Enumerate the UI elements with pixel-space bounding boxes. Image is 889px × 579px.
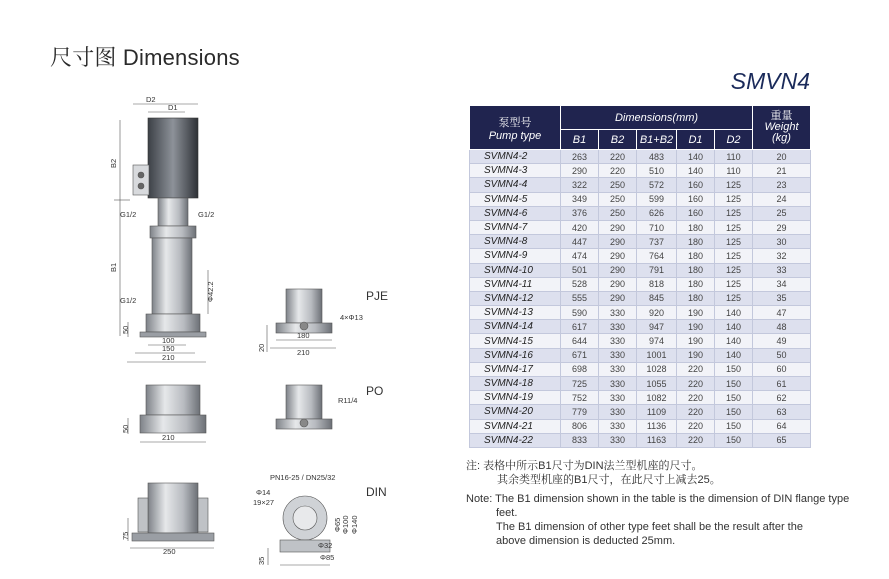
table-cell: 125 <box>715 263 753 277</box>
pump-model-cell: SVMN4-9 <box>470 249 561 263</box>
label-r114: R11/4 <box>338 396 358 405</box>
table-cell: 420 <box>561 220 599 234</box>
table-cell: 290 <box>599 277 637 291</box>
table-cell: 150 <box>715 391 753 405</box>
table-cell: 330 <box>599 306 637 320</box>
table-row <box>470 362 811 376</box>
table-cell: 29 <box>753 220 811 234</box>
table-cell: 528 <box>561 277 599 291</box>
table-cell: 474 <box>561 249 599 263</box>
table-cell: 330 <box>599 433 637 447</box>
pump-model-cell: SVMN4-8 <box>470 235 561 249</box>
table-cell: 33 <box>753 263 811 277</box>
label-180: 180 <box>297 331 310 340</box>
label-slot: 19×27 <box>253 498 275 507</box>
table-cell: 25 <box>753 206 811 220</box>
table-cell: 48 <box>753 320 811 334</box>
label-b2: B2 <box>109 158 118 168</box>
table-cell: 140 <box>677 164 715 178</box>
table-cell: 125 <box>715 291 753 305</box>
table-cell: 150 <box>715 362 753 376</box>
table-cell: 330 <box>599 377 637 391</box>
pump-model-cell: SVMN4-13 <box>470 306 561 320</box>
table-row <box>470 263 811 277</box>
table-cell: 250 <box>599 178 637 192</box>
table-cell: 50 <box>753 348 811 362</box>
table-cell: 20 <box>753 150 811 164</box>
table-cell: 62 <box>753 391 811 405</box>
table-cell: 150 <box>715 405 753 419</box>
table-cell: 125 <box>715 277 753 291</box>
header-pump-type: 泵型号 Pump type <box>470 106 561 150</box>
pump-model-cell: SVMN4-18 <box>470 377 561 391</box>
table-cell: 110 <box>715 164 753 178</box>
table-cell: 1082 <box>637 391 677 405</box>
table-cell: 330 <box>599 405 637 419</box>
table-cell: 818 <box>637 277 677 291</box>
table-cell: 60 <box>753 362 811 376</box>
table-cell: 290 <box>561 164 599 178</box>
table-cell: 180 <box>677 220 715 234</box>
table-cell: 845 <box>637 291 677 305</box>
table-cell: 250 <box>599 192 637 206</box>
label-50a: 50 <box>121 325 130 334</box>
label-phi32: Φ32 <box>318 541 333 550</box>
table-cell: 599 <box>637 192 677 206</box>
table-cell: 644 <box>561 334 599 348</box>
table-cell: 263 <box>561 150 599 164</box>
table-row <box>470 291 811 305</box>
terminal-box <box>133 165 149 195</box>
table-cell: 220 <box>677 405 715 419</box>
table-cell: 180 <box>677 263 715 277</box>
label-210a: 210 <box>162 353 175 362</box>
table-cell: 290 <box>599 291 637 305</box>
table-cell: 190 <box>677 320 715 334</box>
table-row <box>470 249 811 263</box>
table-cell: 220 <box>677 391 715 405</box>
table-cell: 617 <box>561 320 599 334</box>
table-cell: 160 <box>677 178 715 192</box>
table-cell: 220 <box>599 150 637 164</box>
pump-model-cell: SVMN4-7 <box>470 220 561 234</box>
table-cell: 63 <box>753 405 811 419</box>
table-cell: 180 <box>677 235 715 249</box>
label-d1: D1 <box>168 103 178 112</box>
pump-model-cell: SVMN4-5 <box>470 192 561 206</box>
table-cell: 1055 <box>637 377 677 391</box>
coupling-housing <box>158 198 188 226</box>
table-cell: 110 <box>715 150 753 164</box>
table-cell: 330 <box>599 320 637 334</box>
table-cell: 125 <box>715 192 753 206</box>
table-cell: 65 <box>753 433 811 447</box>
note-en-1: Note: The B1 dimension shown in the table is the dimension of DIN flange type feet. <box>466 493 850 519</box>
table-row <box>470 164 811 178</box>
table-row <box>470 391 811 405</box>
label-g3: G1/2 <box>120 296 137 305</box>
label-pje: PJE <box>366 289 389 303</box>
dimensions-table <box>469 105 811 448</box>
label-phi14: Φ14 <box>256 488 271 497</box>
table-row <box>470 433 811 447</box>
table-cell: 290 <box>599 263 637 277</box>
pump-model-cell: SVMN4-11 <box>470 277 561 291</box>
label-phi140: Φ140 <box>350 515 359 534</box>
table-cell: 806 <box>561 419 599 433</box>
table-cell: 330 <box>599 419 637 433</box>
table-cell: 32 <box>753 249 811 263</box>
table-cell: 1163 <box>637 433 677 447</box>
table-cell: 220 <box>599 164 637 178</box>
table-cell: 220 <box>677 362 715 376</box>
table-row <box>470 306 811 320</box>
table-cell: 220 <box>677 433 715 447</box>
table-cell: 322 <box>561 178 599 192</box>
table-cell: 698 <box>561 362 599 376</box>
label-210b: 210 <box>297 348 310 357</box>
table-cell: 150 <box>715 377 753 391</box>
model-name: SMVN4 <box>730 68 810 94</box>
table-cell: 779 <box>561 405 599 419</box>
table-cell: 61 <box>753 377 811 391</box>
pump-model-cell: SVMN4-22 <box>470 433 561 447</box>
table-cell: 180 <box>677 277 715 291</box>
label-250: 250 <box>163 547 176 556</box>
table-cell: 160 <box>677 206 715 220</box>
pump-model-cell: SVMN4-10 <box>470 263 561 277</box>
table-cell: 23 <box>753 178 811 192</box>
label-35: 35 <box>257 556 266 565</box>
table-cell: 791 <box>637 263 677 277</box>
note-zh-1: 注: 表格中所示B1尺寸为DIN法兰型机座的尺寸。 <box>466 460 703 472</box>
motor-body <box>148 118 198 198</box>
table-row <box>470 192 811 206</box>
table-cell: 125 <box>715 249 753 263</box>
table-cell: 220 <box>677 419 715 433</box>
pump-model-cell: SVMN4-6 <box>470 206 561 220</box>
table-cell: 140 <box>715 320 753 334</box>
table-cell: 160 <box>677 192 715 206</box>
header-weight: 重量 Weight (kg) <box>753 106 811 150</box>
table-cell: 180 <box>677 249 715 263</box>
table-cell: 626 <box>637 206 677 220</box>
table-cell: 290 <box>599 235 637 249</box>
table-cell: 150 <box>715 419 753 433</box>
pump-model-cell: SVMN4-16 <box>470 348 561 362</box>
label-din: DIN <box>366 485 387 499</box>
table-cell: 190 <box>677 306 715 320</box>
table-cell: 501 <box>561 263 599 277</box>
table-cell: 125 <box>715 178 753 192</box>
table-cell: 752 <box>561 391 599 405</box>
table-cell: 190 <box>677 334 715 348</box>
po-pump <box>286 385 322 419</box>
table-cell: 140 <box>715 348 753 362</box>
table-cell: 737 <box>637 235 677 249</box>
label-phi65: Φ65 <box>333 517 342 532</box>
pump-model-cell: SVMN4-12 <box>470 291 561 305</box>
table-cell: 920 <box>637 306 677 320</box>
label-phi85: Φ85 <box>320 553 335 562</box>
table-cell: 190 <box>677 348 715 362</box>
pump-model-cell: SVMN4-3 <box>470 164 561 178</box>
table-cell: 140 <box>715 334 753 348</box>
table-cell: 330 <box>599 362 637 376</box>
label-20: 20 <box>257 343 266 352</box>
notes <box>466 459 856 548</box>
pump-model-cell: SVMN4-15 <box>470 334 561 348</box>
table-row <box>470 206 811 220</box>
table-cell: 349 <box>561 192 599 206</box>
table-cell: 250 <box>599 206 637 220</box>
label-holes: 4×Φ13 <box>340 313 363 322</box>
note-en-2: The B1 dimension of other type feet shall be the result after the above dimension is deducted 25mm. <box>496 521 803 547</box>
table-row <box>470 419 811 433</box>
table-cell: 974 <box>637 334 677 348</box>
label-g1: G1/2 <box>120 210 137 219</box>
label-g2: G1/2 <box>198 210 215 219</box>
label-po: PO <box>366 384 384 398</box>
table-cell: 1001 <box>637 348 677 362</box>
table-cell: 140 <box>677 150 715 164</box>
label-100: 100 <box>162 336 175 345</box>
table-cell: 24 <box>753 192 811 206</box>
table-cell: 947 <box>637 320 677 334</box>
table-cell: 21 <box>753 164 811 178</box>
table-cell: 125 <box>715 206 753 220</box>
din-side-view <box>148 483 198 533</box>
pump-model-cell: SVMN4-4 <box>470 178 561 192</box>
table-cell: 290 <box>599 249 637 263</box>
label-150: 150 <box>162 344 175 353</box>
table-cell: 510 <box>637 164 677 178</box>
table-cell: 49 <box>753 334 811 348</box>
pump-model-cell: SVMN4-17 <box>470 362 561 376</box>
table-row <box>470 150 811 164</box>
table-cell: 64 <box>753 419 811 433</box>
label-210c: 210 <box>162 433 175 442</box>
col-d1: D1 <box>677 130 715 150</box>
table-cell: 590 <box>561 306 599 320</box>
label-phi42: Φ42.2 <box>206 281 215 302</box>
note-zh-2: 其余类型机座的B1尺寸，在此尺寸上减去25。 <box>497 474 721 486</box>
col-b1b2: B1+B2 <box>637 130 677 150</box>
table-cell: 125 <box>715 235 753 249</box>
table-cell: 1109 <box>637 405 677 419</box>
header-dimensions: Dimensions(mm) <box>561 106 753 130</box>
table-row <box>470 377 811 391</box>
table-cell: 30 <box>753 235 811 249</box>
table-cell: 572 <box>637 178 677 192</box>
label-b1: B1 <box>109 262 118 272</box>
col-d2: D2 <box>715 130 753 150</box>
pump-model-cell: SVMN4-2 <box>470 150 561 164</box>
table-cell: 330 <box>599 391 637 405</box>
table-cell: 710 <box>637 220 677 234</box>
po-side-view <box>146 385 200 415</box>
table-row <box>470 334 811 348</box>
pump-stack <box>152 238 192 314</box>
table-cell: 725 <box>561 377 599 391</box>
table-cell: 555 <box>561 291 599 305</box>
label-75: 75 <box>121 531 130 540</box>
table-cell: 447 <box>561 235 599 249</box>
table-cell: 125 <box>715 220 753 234</box>
pje-pump <box>286 289 322 323</box>
table-cell: 140 <box>715 306 753 320</box>
table-cell: 330 <box>599 348 637 362</box>
table-cell: 1028 <box>637 362 677 376</box>
table-row <box>470 178 811 192</box>
pump-model-cell: SVMN4-20 <box>470 405 561 419</box>
page-title: 尺寸图 Dimensions <box>50 45 240 70</box>
label-50b: 50 <box>121 424 130 433</box>
table-cell: 376 <box>561 206 599 220</box>
col-b1: B1 <box>561 130 599 150</box>
label-phi100: Φ100 <box>341 515 350 534</box>
table-row <box>470 405 811 419</box>
table-cell: 47 <box>753 306 811 320</box>
label-pn: PN16-25 / DN25/32 <box>270 473 336 482</box>
table-cell: 330 <box>599 334 637 348</box>
table-cell: 180 <box>677 291 715 305</box>
table-cell: 764 <box>637 249 677 263</box>
table-cell: 833 <box>561 433 599 447</box>
table-cell: 671 <box>561 348 599 362</box>
table-cell: 220 <box>677 377 715 391</box>
table-row <box>470 235 811 249</box>
pump-model-cell: SVMN4-21 <box>470 419 561 433</box>
table-cell: 483 <box>637 150 677 164</box>
pump-model-cell: SVMN4-19 <box>470 391 561 405</box>
table-cell: 1136 <box>637 419 677 433</box>
table-cell: 35 <box>753 291 811 305</box>
table-cell: 150 <box>715 433 753 447</box>
table-row <box>470 220 811 234</box>
table-row <box>470 320 811 334</box>
table-cell: 34 <box>753 277 811 291</box>
label-d2: D2 <box>146 95 156 104</box>
table-row <box>470 348 811 362</box>
col-b2: B2 <box>599 130 637 150</box>
pump-model-cell: SVMN4-14 <box>470 320 561 334</box>
table-row <box>470 277 811 291</box>
table-cell: 290 <box>599 220 637 234</box>
